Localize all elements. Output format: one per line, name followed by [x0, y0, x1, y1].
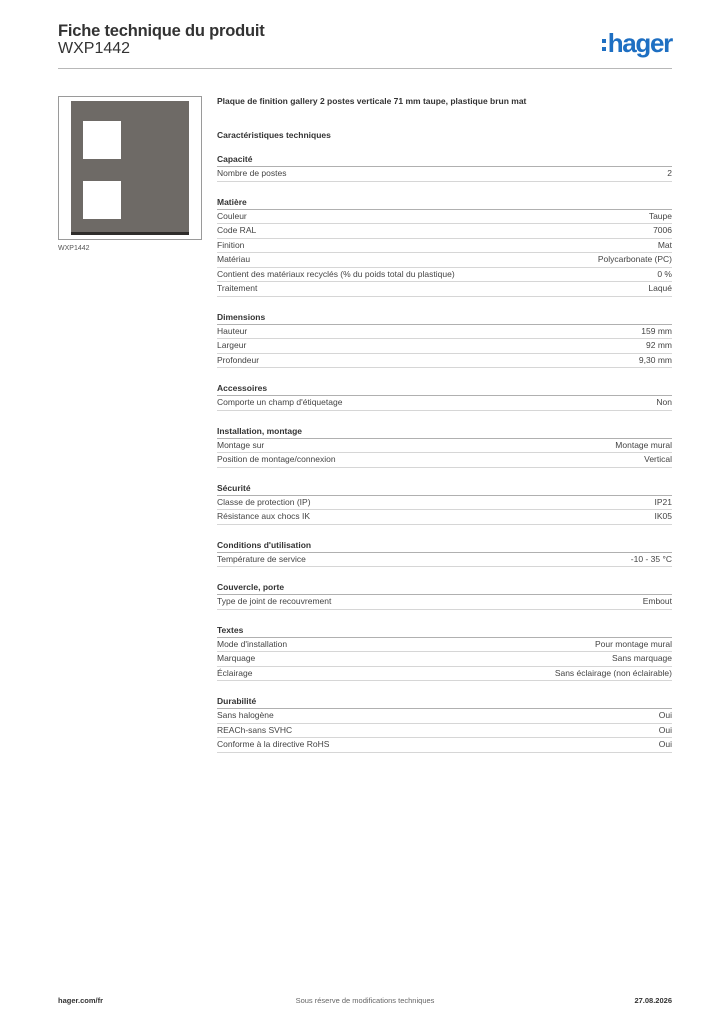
- spec-value: Laqué: [648, 283, 672, 293]
- spec-section: [217, 624, 672, 682]
- hager-logo: [602, 28, 672, 58]
- spec-value: 7006: [653, 225, 672, 235]
- spec-value: Montage mural: [615, 439, 672, 450]
- spec-value: Oui: [658, 739, 672, 749]
- spec-value: Polycarbonate (PC): [597, 254, 672, 264]
- spec-label: Traitement: [217, 283, 258, 293]
- spec-section-title: Installation, montage: [217, 425, 672, 439]
- spec-value: 9,30 mm: [638, 354, 672, 365]
- spec-section-title: Dimensions: [217, 311, 672, 325]
- spec-row: [217, 354, 672, 369]
- spec-value: IP21: [654, 496, 672, 507]
- spec-label: Mode d'installation: [217, 638, 288, 649]
- faceplate-slot-top: [83, 121, 121, 159]
- spec-label: REACh-sans SVHC: [217, 724, 293, 735]
- spec-row: [217, 453, 672, 468]
- product-image: [58, 96, 202, 240]
- spec-row: [217, 595, 672, 610]
- spec-label: Hauteur: [217, 325, 248, 336]
- spec-row: [217, 709, 672, 724]
- spec-label: Sans halogène: [217, 710, 274, 720]
- spec-section-title: Textes: [217, 624, 672, 638]
- spec-value: Vertical: [644, 454, 672, 464]
- spec-row: [217, 239, 672, 254]
- product-image-caption: WXP1442: [58, 245, 90, 252]
- spec-section: [217, 196, 672, 297]
- spec-section-title: Couvercle, porte: [217, 581, 672, 595]
- spec-row: [217, 210, 672, 225]
- spec-section: [217, 382, 672, 411]
- faceplate-slot-bottom: [83, 181, 121, 219]
- spec-label: Conforme à la directive RoHS: [217, 739, 330, 749]
- spec-label: Code RAL: [217, 225, 257, 235]
- spec-value: Pour montage mural: [594, 638, 672, 649]
- spec-label: Classe de protection (IP): [217, 496, 311, 507]
- spec-value: Oui: [658, 724, 672, 735]
- spec-value: IK05: [654, 511, 672, 521]
- footer-date: 27.08.2026: [634, 996, 672, 1005]
- document-header: [58, 20, 672, 70]
- spec-value: 159 mm: [641, 325, 672, 336]
- spec-section-title: Capacité: [217, 153, 672, 167]
- spec-section: [217, 153, 672, 182]
- spec-label: Nombre de postes: [217, 168, 287, 178]
- header-divider: [58, 68, 672, 69]
- spec-value: 92 mm: [646, 340, 672, 350]
- spec-label: Type de joint de recouvrement: [217, 596, 332, 606]
- spec-value: Sans marquage: [611, 653, 672, 663]
- spec-row: [217, 325, 672, 340]
- footer-notice: Sous réserve de modifications techniques: [295, 996, 435, 1005]
- spec-row: [217, 510, 672, 525]
- spec-value: Oui: [658, 710, 672, 720]
- spec-row: [217, 224, 672, 239]
- spec-section: [217, 581, 672, 610]
- spec-section: [217, 539, 672, 568]
- spec-section-title: Accessoires: [217, 382, 672, 396]
- footer-website: hager.com/fr: [58, 996, 104, 1005]
- spec-section-title: Durabilité: [217, 695, 672, 709]
- spec-label: Comporte un champ d'étiquetage: [217, 397, 343, 407]
- spec-row: [217, 738, 672, 753]
- spec-section: [217, 482, 672, 525]
- spec-row: [217, 638, 672, 653]
- spec-row: [217, 496, 672, 511]
- spec-section-title: Matière: [217, 196, 672, 210]
- spec-value: -10 - 35 °C: [630, 553, 672, 564]
- logo-mark-icon: [602, 28, 606, 58]
- spec-row: [217, 724, 672, 739]
- spec-label: Largeur: [217, 340, 247, 350]
- spec-row: [217, 268, 672, 283]
- spec-value: 2: [667, 168, 672, 178]
- spec-row: [217, 553, 672, 568]
- spec-row: [217, 282, 672, 297]
- spec-label: Résistance aux chocs IK: [217, 511, 311, 521]
- spec-value: Embout: [642, 596, 672, 606]
- spec-section: [217, 695, 672, 753]
- spec-value: Mat: [657, 239, 672, 250]
- spec-label: Éclairage: [217, 667, 253, 678]
- spec-label: Finition: [217, 239, 245, 250]
- spec-row: [217, 652, 672, 667]
- spec-label: Profondeur: [217, 354, 260, 365]
- spec-value: Non: [656, 397, 672, 407]
- spec-label: Température de service: [217, 553, 306, 564]
- spec-label: Matériau: [217, 254, 251, 264]
- spec-section-title: Conditions d'utilisation: [217, 539, 672, 553]
- spec-row: [217, 396, 672, 411]
- spec-value: 0 %: [657, 268, 672, 279]
- spec-section: [217, 425, 672, 468]
- spec-row: [217, 167, 672, 182]
- logo-text: hager: [607, 28, 672, 58]
- spec-section: [217, 311, 672, 369]
- spec-row: [217, 253, 672, 268]
- spec-label: Position de montage/connexion: [217, 454, 336, 464]
- characteristics-title: Caractéristiques techniques: [217, 130, 331, 140]
- spec-label: Montage sur: [217, 439, 265, 450]
- spec-row: [217, 439, 672, 454]
- faceplate-illustration: [71, 101, 189, 235]
- spec-value: Taupe: [648, 210, 672, 221]
- product-reference: WXP1442: [58, 40, 131, 57]
- document-title: Fiche technique du produit: [58, 22, 265, 40]
- spec-sections: [217, 153, 672, 753]
- faceplate-edge: [71, 232, 189, 235]
- spec-section-title: Sécurité: [217, 482, 672, 496]
- specifications: [217, 95, 672, 753]
- spec-value: Sans éclairage (non éclairable): [554, 667, 672, 678]
- spec-row: [217, 667, 672, 682]
- product-description: Plaque de finition gallery 2 postes verticale 71 mm taupe, plastique brun mat: [217, 96, 527, 106]
- spec-row: [217, 339, 672, 354]
- spec-label: Contient des matériaux recyclés (% du poids total du plastique): [217, 268, 455, 279]
- spec-label: Couleur: [217, 210, 247, 221]
- spec-label: Marquage: [217, 653, 256, 663]
